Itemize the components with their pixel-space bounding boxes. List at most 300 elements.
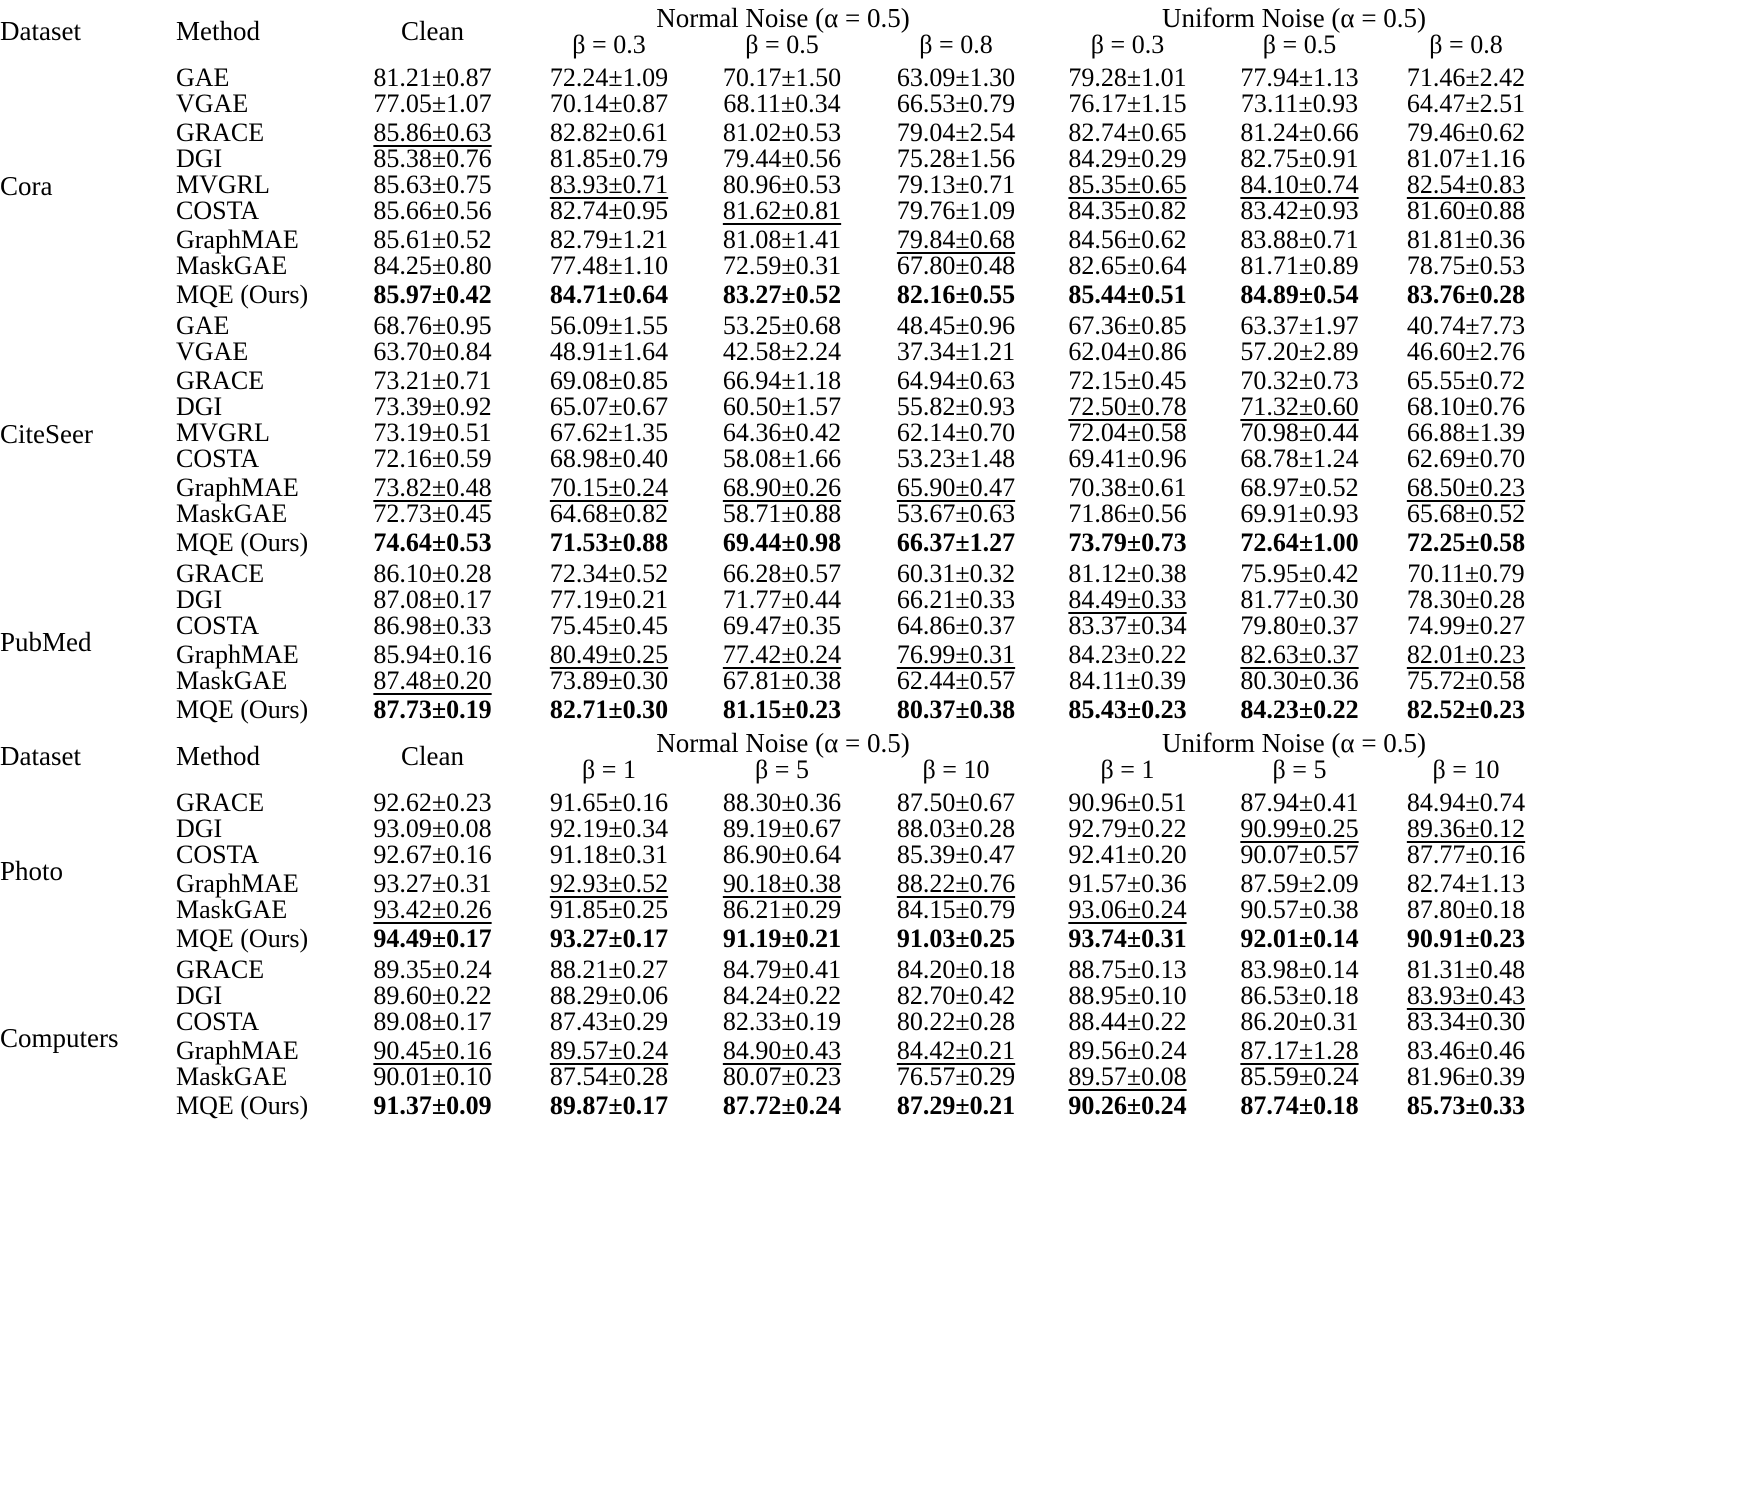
metric-cell: 84.25±0.80	[373, 251, 492, 280]
method-label: GraphMAE	[176, 869, 299, 898]
metric-cell: 64.36±0.42	[722, 418, 842, 447]
metric-cell: 60.50±1.57	[722, 392, 842, 421]
metric-cell: 74.64±0.53	[373, 528, 492, 557]
metric-cell: 83.37±0.34	[1068, 611, 1187, 640]
metric-cell: 81.96±0.39	[1406, 1062, 1526, 1091]
metric-cell: 81.77±0.30	[1240, 585, 1359, 614]
metric-cell: 80.30±0.36	[1240, 666, 1359, 695]
metric-cell: 66.53±0.79	[896, 89, 1016, 118]
metric-cell: 85.44±0.51	[1068, 280, 1187, 309]
metric-cell: 65.68±0.52	[1406, 499, 1526, 528]
dataset-label-photo: Photo	[0, 855, 64, 886]
metric-cell: 85.94±0.16	[373, 640, 492, 669]
metric-cell: 79.76±1.09	[896, 196, 1016, 225]
metric-cell: 75.72±0.58	[1406, 666, 1526, 695]
metric-cell: 78.75±0.53	[1406, 251, 1526, 280]
metric-cell: 92.41±0.20	[1068, 840, 1187, 869]
table2-header-dataset: Dataset	[0, 741, 81, 771]
metric-cell: 91.18±0.31	[549, 840, 669, 869]
metric-cell: 72.25±0.58	[1406, 528, 1526, 557]
metric-cell: 93.09±0.08	[373, 814, 492, 843]
metric-cell: 69.44±0.98	[722, 528, 842, 557]
method-label: GraphMAE	[176, 640, 299, 669]
metric-cell: 81.60±0.88	[1406, 196, 1526, 225]
metric-cell: 71.86±0.56	[1068, 499, 1187, 528]
metric-cell: 76.99±0.31	[896, 640, 1016, 669]
metric-cell: 80.96±0.53	[722, 170, 842, 199]
metric-cell: 77.48±1.10	[549, 251, 669, 280]
table1-header-uniform-noise: Uniform Noise (α = 0.5)	[1161, 3, 1427, 33]
metric-cell: 86.98±0.33	[373, 611, 492, 640]
table1-header-method: Method	[176, 16, 260, 46]
metric-cell: 64.68±0.82	[549, 499, 669, 528]
metric-cell: 75.28±1.56	[896, 144, 1016, 173]
metric-cell: 88.22±0.76	[896, 869, 1016, 898]
metric-cell: 89.60±0.22	[373, 981, 492, 1010]
table-row	[0, 91, 1746, 117]
metric-cell: 91.57±0.36	[1068, 869, 1187, 898]
metric-cell: 68.11±0.34	[723, 89, 841, 118]
method-label: COSTA	[176, 444, 260, 473]
metric-cell: 70.32±0.73	[1240, 366, 1359, 395]
metric-cell: 46.60±2.76	[1406, 337, 1526, 366]
metric-cell: 80.22±0.28	[896, 1007, 1016, 1036]
metric-cell: 72.34±0.52	[549, 559, 669, 588]
metric-cell: 79.44±0.56	[722, 144, 842, 173]
metric-cell: 87.80±0.18	[1406, 895, 1526, 924]
method-label: MQE (Ours)	[176, 528, 309, 557]
method-label: GRACE	[176, 559, 265, 588]
metric-cell: 84.94±0.74	[1406, 788, 1526, 817]
metric-cell: 69.47±0.35	[722, 611, 842, 640]
metric-cell: 86.53±0.18	[1240, 981, 1359, 1010]
metric-cell: 73.21±0.71	[373, 366, 492, 395]
metric-cell: 82.52±0.23	[1406, 695, 1526, 724]
metric-cell: 87.08±0.17	[373, 585, 492, 614]
metric-cell: 84.71±0.64	[549, 280, 669, 309]
metric-cell: 89.19±0.67	[722, 814, 842, 843]
metric-cell: 87.50±0.67	[896, 788, 1016, 817]
metric-cell: 70.38±0.61	[1068, 473, 1187, 502]
metric-cell: 65.55±0.72	[1406, 366, 1526, 395]
metric-cell: 86.21±0.29	[722, 895, 842, 924]
table-row	[0, 587, 1746, 613]
metric-cell: 64.94±0.63	[896, 366, 1016, 395]
metric-cell: 72.24±1.09	[549, 63, 669, 92]
metric-cell: 84.23±0.22	[1240, 695, 1359, 724]
dataset-label-cora: Cora	[0, 171, 53, 201]
metric-cell: 68.90±0.26	[722, 473, 842, 502]
table-row	[0, 842, 1746, 868]
table-row	[0, 816, 1746, 842]
metric-cell: 90.96±0.51	[1068, 788, 1187, 817]
metric-cell: 93.27±0.31	[373, 869, 492, 898]
metric-cell: 70.14±0.87	[549, 89, 669, 118]
metric-cell: 53.67±0.63	[896, 499, 1016, 528]
metric-cell: 68.98±0.40	[549, 444, 669, 473]
table-row	[0, 198, 1746, 224]
metric-cell: 85.63±0.75	[373, 170, 492, 199]
metric-cell: 66.88±1.39	[1406, 418, 1526, 447]
metric-cell: 93.06±0.24	[1068, 895, 1187, 924]
table-row	[0, 120, 1746, 146]
method-label: MaskGAE	[176, 251, 288, 280]
table-row	[0, 65, 1746, 91]
metric-cell: 89.57±0.24	[549, 1036, 669, 1065]
metric-cell: 83.27±0.52	[722, 280, 842, 309]
metric-cell: 79.84±0.68	[896, 225, 1016, 254]
metric-cell: 53.23±1.48	[896, 444, 1016, 473]
metric-cell: 90.45±0.16	[373, 1036, 492, 1065]
metric-cell: 88.95±0.10	[1068, 981, 1187, 1010]
metric-cell: 90.01±0.10	[373, 1062, 492, 1091]
metric-cell: 92.62±0.23	[373, 788, 492, 817]
method-label: GRACE	[176, 788, 265, 817]
method-label: MaskGAE	[176, 666, 288, 695]
metric-cell: 87.48±0.20	[373, 666, 492, 695]
metric-cell: 89.36±0.12	[1406, 814, 1526, 843]
table-row	[0, 530, 1746, 556]
metric-cell: 92.67±0.16	[373, 840, 492, 869]
method-label: VGAE	[176, 337, 249, 366]
metric-cell: 73.79±0.73	[1068, 528, 1187, 557]
metric-cell: 73.82±0.48	[373, 473, 492, 502]
table-row	[0, 1064, 1746, 1090]
metric-cell: 65.07±0.67	[549, 392, 669, 421]
metric-cell: 90.18±0.38	[722, 869, 842, 898]
table-row	[0, 926, 1746, 952]
metric-cell: 82.74±0.65	[1068, 118, 1187, 147]
table-row	[0, 368, 1746, 394]
metric-cell: 83.34±0.30	[1406, 1007, 1526, 1036]
metric-cell: 93.74±0.31	[1068, 924, 1187, 953]
metric-cell: 89.57±0.08	[1068, 1062, 1187, 1091]
table2-header-uniform-beta-0: β = 1	[1100, 755, 1155, 784]
metric-cell: 82.16±0.55	[896, 280, 1016, 309]
metric-cell: 84.15±0.79	[896, 895, 1016, 924]
method-label: DGI	[176, 392, 223, 421]
method-label: DGI	[176, 814, 223, 843]
metric-cell: 84.90±0.43	[722, 1036, 842, 1065]
metric-cell: 66.37±1.27	[896, 528, 1016, 557]
metric-cell: 79.28±1.01	[1068, 63, 1187, 92]
table1-header-uniform-beta-1: β = 0.5	[1262, 30, 1337, 59]
metric-cell: 48.91±1.64	[549, 337, 669, 366]
metric-cell: 80.49±0.25	[549, 640, 669, 669]
metric-cell: 70.15±0.24	[549, 473, 669, 502]
metric-cell: 63.70±0.84	[373, 337, 492, 366]
table-row	[0, 642, 1746, 668]
table-row	[0, 446, 1746, 472]
metric-cell: 82.82±0.61	[549, 118, 669, 147]
metric-cell: 89.56±0.24	[1068, 1036, 1187, 1065]
metric-cell: 58.71±0.88	[722, 499, 842, 528]
metric-cell: 81.08±1.41	[722, 225, 842, 254]
metric-cell: 66.21±0.33	[896, 585, 1016, 614]
method-label: MVGRL	[176, 418, 270, 447]
metric-cell: 82.71±0.30	[549, 695, 669, 724]
metric-cell: 87.77±0.16	[1406, 840, 1526, 869]
metric-cell: 88.75±0.13	[1068, 955, 1187, 984]
metric-cell: 62.14±0.70	[896, 418, 1016, 447]
metric-cell: 81.81±0.36	[1406, 225, 1526, 254]
method-label: COSTA	[176, 196, 260, 225]
metric-cell: 86.90±0.64	[722, 840, 842, 869]
metric-cell: 70.17±1.50	[722, 63, 842, 92]
metric-cell: 72.73±0.45	[373, 499, 492, 528]
metric-cell: 91.37±0.09	[373, 1091, 492, 1120]
metric-cell: 77.05±1.07	[373, 89, 492, 118]
metric-cell: 82.74±1.13	[1406, 869, 1526, 898]
metric-cell: 68.78±1.24	[1240, 444, 1359, 473]
metric-cell: 90.91±0.23	[1406, 924, 1526, 953]
table1-header-uniform-beta-2: β = 0.8	[1429, 30, 1503, 59]
metric-cell: 53.25±0.68	[722, 311, 842, 340]
metric-cell: 91.65±0.16	[549, 788, 669, 817]
metric-cell: 85.39±0.47	[896, 840, 1016, 869]
method-label: GAE	[176, 63, 230, 92]
method-label: COSTA	[176, 840, 260, 869]
metric-cell: 72.04±0.58	[1068, 418, 1187, 447]
metric-cell: 83.98±0.14	[1240, 955, 1359, 984]
metric-cell: 75.95±0.42	[1240, 559, 1359, 588]
table1-header-dataset: Dataset	[0, 16, 81, 46]
metric-cell: 88.21±0.27	[549, 955, 669, 984]
metric-cell: 81.15±0.23	[722, 695, 842, 724]
table-row	[0, 613, 1746, 639]
metric-cell: 83.42±0.93	[1240, 196, 1359, 225]
metric-cell: 84.79±0.41	[722, 955, 842, 984]
metric-cell: 87.54±0.28	[549, 1062, 669, 1091]
metric-cell: 82.01±0.23	[1406, 640, 1526, 669]
metric-cell: 88.30±0.36	[722, 788, 842, 817]
metric-cell: 68.97±0.52	[1240, 473, 1359, 502]
metric-cell: 87.72±0.24	[722, 1091, 842, 1120]
method-label: DGI	[176, 981, 223, 1010]
metric-cell: 72.50±0.78	[1068, 392, 1187, 421]
metric-cell: 92.19±0.34	[549, 814, 669, 843]
table-row	[0, 227, 1746, 253]
table-row	[0, 394, 1746, 420]
table-row	[0, 282, 1746, 308]
metric-cell: 89.08±0.17	[373, 1007, 492, 1036]
metric-cell: 84.35±0.82	[1068, 196, 1187, 225]
metric-cell: 84.49±0.33	[1068, 585, 1187, 614]
table-row	[0, 871, 1746, 897]
table-row	[0, 668, 1746, 694]
table1-header-normal-noise: Normal Noise (α = 0.5)	[656, 3, 910, 33]
metric-cell: 87.59±2.09	[1240, 869, 1359, 898]
metric-cell: 76.17±1.15	[1068, 89, 1187, 118]
metric-cell: 89.87±0.17	[549, 1091, 669, 1120]
table-row	[0, 790, 1746, 816]
metric-cell: 81.71±0.89	[1240, 251, 1359, 280]
metric-cell: 81.02±0.53	[722, 118, 842, 147]
method-label: COSTA	[176, 611, 260, 640]
metric-cell: 79.04±2.54	[896, 118, 1016, 147]
metric-cell: 90.26±0.24	[1068, 1091, 1187, 1120]
table-row	[0, 957, 1746, 983]
method-label: MQE (Ours)	[176, 924, 309, 953]
metric-cell: 57.20±2.89	[1240, 337, 1359, 366]
method-label: GRACE	[176, 118, 265, 147]
method-label: MQE (Ours)	[176, 695, 309, 724]
metric-cell: 62.69±0.70	[1406, 444, 1526, 473]
metric-cell: 40.74±7.73	[1406, 311, 1526, 340]
table2-header-group-row	[0, 730, 1746, 757]
metric-cell: 77.94±1.13	[1240, 63, 1359, 92]
method-label: GAE	[176, 311, 230, 340]
metric-cell: 79.46±0.62	[1406, 118, 1526, 147]
metric-cell: 71.32±0.60	[1240, 392, 1359, 421]
table-row	[0, 501, 1746, 527]
metric-cell: 84.56±0.62	[1068, 225, 1187, 254]
metric-cell: 81.62±0.81	[722, 196, 842, 225]
metric-cell: 88.29±0.06	[549, 981, 669, 1010]
table-row	[0, 897, 1746, 923]
metric-cell: 86.20±0.31	[1240, 1007, 1359, 1036]
metric-cell: 82.79±1.21	[549, 225, 669, 254]
method-label: MQE (Ours)	[176, 1091, 309, 1120]
metric-cell: 55.82±0.93	[896, 392, 1016, 421]
metric-cell: 82.65±0.64	[1068, 251, 1187, 280]
method-label: DGI	[176, 585, 223, 614]
metric-cell: 85.61±0.52	[373, 225, 492, 254]
method-label: DGI	[176, 144, 223, 173]
metric-cell: 92.93±0.52	[549, 869, 669, 898]
metric-cell: 66.94±1.18	[722, 366, 842, 395]
metric-cell: 62.44±0.57	[896, 666, 1016, 695]
metric-cell: 74.99±0.27	[1406, 611, 1526, 640]
table-row	[0, 420, 1746, 446]
metric-cell: 91.85±0.25	[549, 895, 669, 924]
table1-header-normal-beta-2: β = 0.8	[919, 30, 993, 59]
metric-cell: 83.76±0.28	[1406, 280, 1526, 309]
metric-cell: 71.46±2.42	[1406, 63, 1526, 92]
metric-cell: 90.57±0.38	[1240, 895, 1359, 924]
table1-header-clean: Clean	[401, 16, 464, 46]
metric-cell: 72.15±0.45	[1068, 366, 1187, 395]
metric-cell: 65.90±0.47	[896, 473, 1016, 502]
metric-cell: 84.42±0.21	[896, 1036, 1016, 1065]
metric-cell: 88.03±0.28	[896, 814, 1016, 843]
metric-cell: 81.85±0.79	[549, 144, 669, 173]
metric-cell: 87.29±0.21	[896, 1091, 1016, 1120]
metric-cell: 92.01±0.14	[1240, 924, 1359, 953]
metric-cell: 90.99±0.25	[1240, 814, 1359, 843]
metric-cell: 75.45±0.45	[549, 611, 669, 640]
table-row	[0, 1009, 1746, 1035]
metric-cell: 81.31±0.48	[1406, 955, 1526, 984]
metric-cell: 87.17±1.28	[1240, 1036, 1359, 1065]
metric-cell: 56.09±1.55	[549, 311, 669, 340]
table1-header-normal-beta-1: β = 0.5	[745, 30, 819, 59]
metric-cell: 73.19±0.51	[373, 418, 492, 447]
table-row	[0, 983, 1746, 1009]
table-row	[0, 313, 1746, 339]
metric-cell: 67.36±0.85	[1068, 311, 1187, 340]
metric-cell: 83.88±0.71	[1240, 225, 1359, 254]
metric-cell: 85.86±0.63	[373, 118, 492, 147]
table1-header-group-row	[0, 5, 1746, 32]
metric-cell: 67.80±0.48	[896, 251, 1016, 280]
metric-cell: 82.33±0.19	[722, 1007, 842, 1036]
metric-cell: 93.42±0.26	[373, 895, 492, 924]
table2-header-method: Method	[176, 741, 260, 771]
metric-cell: 82.54±0.83	[1406, 170, 1526, 199]
metric-cell: 69.41±0.96	[1068, 444, 1187, 473]
table-row	[0, 146, 1746, 172]
metric-cell: 87.94±0.41	[1240, 788, 1359, 817]
metric-cell: 81.07±1.16	[1406, 144, 1526, 173]
metric-cell: 85.97±0.42	[373, 280, 492, 309]
table2-header-normal-beta-1: β = 5	[755, 755, 809, 784]
metric-cell: 82.74±0.95	[549, 196, 669, 225]
metric-cell: 91.03±0.25	[896, 924, 1016, 953]
table2-header-uniform-noise: Uniform Noise (α = 0.5)	[1161, 728, 1427, 758]
metric-cell: 42.58±2.24	[722, 337, 842, 366]
table1-header-normal-beta-0: β = 0.3	[572, 30, 646, 59]
metric-cell: 70.11±0.79	[1407, 559, 1525, 588]
metric-cell: 85.59±0.24	[1240, 1062, 1359, 1091]
metric-cell: 73.89±0.30	[549, 666, 669, 695]
metric-cell: 84.23±0.22	[1068, 640, 1187, 669]
metric-cell: 80.07±0.23	[722, 1062, 842, 1091]
metric-cell: 68.10±0.76	[1406, 392, 1526, 421]
table2-header-uniform-beta-2: β = 10	[1432, 755, 1500, 784]
metric-cell: 92.79±0.22	[1068, 814, 1187, 843]
metric-cell: 83.46±0.46	[1406, 1036, 1526, 1065]
table-row	[0, 561, 1746, 587]
method-label: MaskGAE	[176, 895, 288, 924]
table2-header-normal-beta-2: β = 10	[922, 755, 990, 784]
table2-header-uniform-beta-1: β = 5	[1272, 755, 1327, 784]
metric-cell: 69.08±0.85	[549, 366, 669, 395]
metric-cell: 79.13±0.71	[896, 170, 1016, 199]
metric-cell: 88.44±0.22	[1068, 1007, 1187, 1036]
metric-cell: 85.35±0.65	[1068, 170, 1187, 199]
method-label: GraphMAE	[176, 1036, 299, 1065]
metric-cell: 85.73±0.33	[1406, 1091, 1526, 1120]
table-row	[0, 253, 1746, 279]
metric-cell: 82.63±0.37	[1240, 640, 1359, 669]
metric-cell: 82.75±0.91	[1240, 144, 1359, 173]
metric-cell: 68.50±0.23	[1406, 473, 1526, 502]
metric-cell: 72.59±0.31	[722, 251, 842, 280]
metric-cell: 80.37±0.38	[896, 695, 1016, 724]
metric-cell: 84.11±0.39	[1068, 666, 1187, 695]
metric-cell: 64.86±0.37	[896, 611, 1016, 640]
metric-cell: 84.24±0.22	[722, 981, 842, 1010]
metric-cell: 87.43±0.29	[549, 1007, 669, 1036]
method-label: MVGRL	[176, 170, 270, 199]
dataset-label-pubmed: PubMed	[0, 626, 92, 657]
metric-cell: 84.89±0.54	[1240, 280, 1359, 309]
dataset-label-citeseer: CiteSeer	[0, 419, 93, 449]
method-label: GRACE	[176, 366, 265, 395]
metric-cell: 93.27±0.17	[549, 924, 669, 953]
table-row	[0, 1093, 1746, 1119]
table2-header-clean: Clean	[401, 741, 464, 771]
dataset-label-computers: Computers	[0, 1022, 119, 1053]
metric-cell: 84.29±0.29	[1068, 144, 1187, 173]
metric-cell: 81.21±0.87	[373, 63, 492, 92]
method-label: GraphMAE	[176, 225, 299, 254]
metric-cell: 64.47±2.51	[1406, 89, 1526, 118]
metric-cell: 78.30±0.28	[1406, 585, 1526, 614]
metric-cell: 71.77±0.44	[722, 585, 842, 614]
table2-header-normal-noise: Normal Noise (α = 0.5)	[656, 728, 910, 758]
